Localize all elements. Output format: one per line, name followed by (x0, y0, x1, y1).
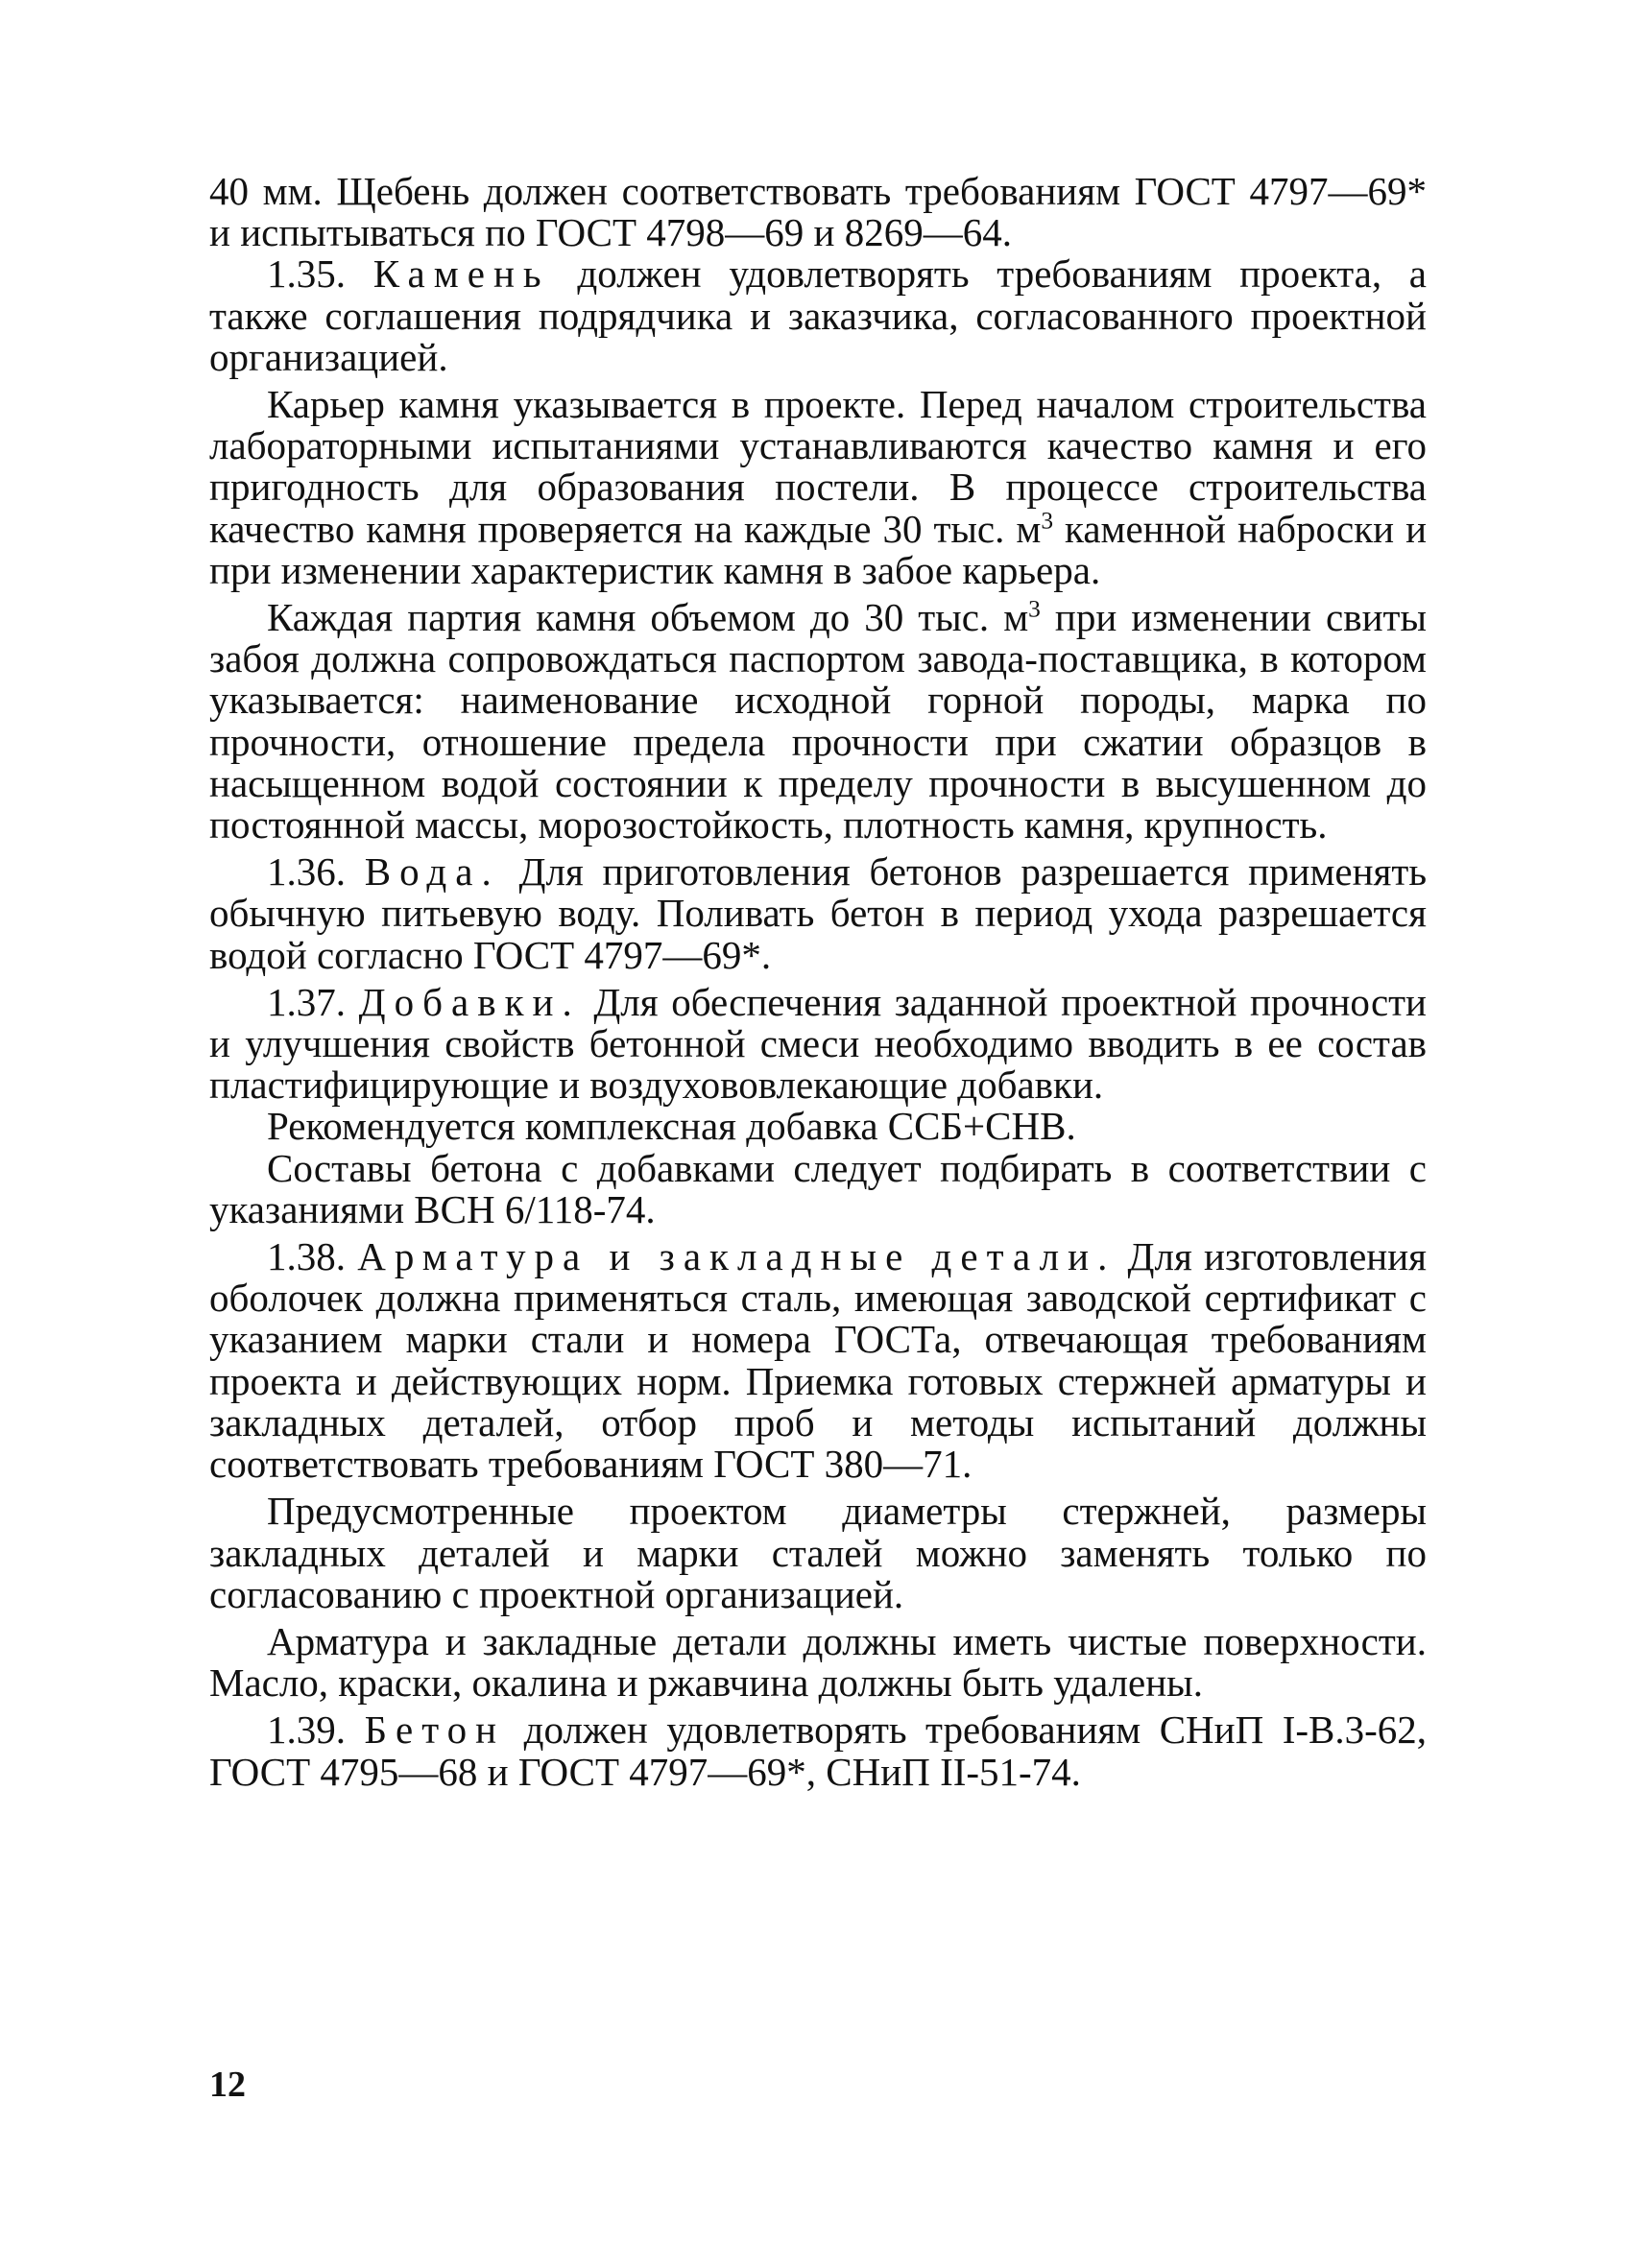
paragraph-text: Составы бетона с добавками следует подбирать в соответствии с указаниями ВСН 6/118-74. (209, 1145, 1427, 1231)
section-number: 1.38. (267, 1234, 346, 1279)
section-number: 1.37. (267, 979, 346, 1024)
section-term: Камень (372, 251, 550, 297)
paragraph-1-36-water (209, 851, 1427, 976)
paragraph-stone-batch (209, 597, 1427, 846)
paragraph-text: Для приготовления бетонов разрешается применять обычную питьевую воду. Поливать бетон в период ухода разрешается водой согласно ГОСТ 4797—69*. (209, 849, 1428, 977)
paragraph-text: должен удовлетворять требованиям СНиП I-В.3-62, ГОСТ 4795—68 и ГОСТ 4797—69*, СНиП II-51-74. (209, 1707, 1427, 1794)
paragraph-text: каменной наброски и при изменении характеристик камня в забое карьера. (209, 506, 1428, 592)
superscript: 3 (1041, 506, 1054, 534)
paragraph-text: Карьер камня указывается в проекте. Перед началом строительства лабораторными испытаниями устанавливаются качество камня и его пригодность для образования постели. (209, 382, 1427, 510)
section-term: Добавки. (358, 979, 581, 1024)
section-term: Бетон (364, 1707, 506, 1753)
paragraph-quarry (209, 384, 1427, 591)
paragraph-bar-diameters (209, 1491, 1427, 1615)
paragraph-1-37-additives (209, 979, 1428, 1108)
superscript: 3 (1028, 595, 1041, 623)
paragraph-text: должен удовлетворять требованиям проекта, а также соглашения подрядчика и заказчика, согласованного проектной организацией. (209, 251, 1427, 379)
section-term: Арматура и закладные детали. (357, 1234, 1117, 1279)
page-number: 12 (209, 2065, 246, 2105)
paragraph-1-35-stone (209, 253, 1427, 378)
paragraph-recommended-additive (209, 1106, 1427, 1147)
section-term: Вода. (364, 849, 500, 895)
section-number: 1.36. (267, 849, 346, 895)
section-number: 1.35. (267, 251, 346, 297)
paragraph-1-38-reinforcement (209, 1236, 1427, 1485)
document-body (209, 171, 1427, 1793)
paragraph-text: Рекомендуется комплексная добавка ССБ+СНВ. (267, 1104, 1076, 1149)
paragraph-text: В процессе строительства качество камня проверяется на каждые 30 тыс. м (209, 465, 1427, 551)
paragraph-text: Каждая партия камня объемом до 30 тыс. м (267, 595, 1029, 640)
paragraph-gravel-requirements (209, 171, 1427, 253)
paragraph-text: Для изготовления оболочек должна применяться сталь, имеющая заводской сертификат с указанием марки стали и номера ГОСТа, отвечающая требованиям проекта и действующих норм. Приемка готовых стержней арматуры и закладных деталей, отбор проб и методы испытаний должны соответствовать требованиям ГОСТ 380—71. (209, 1234, 1428, 1487)
paragraph-concrete-mixes (209, 1145, 1427, 1231)
paragraph-text: Для обеспечения заданной проектной прочности и улучшения свойств бетонной смеси необходимо вводить в ее состав пластифицирующие и воздухововлекающие добавки. (209, 979, 1428, 1108)
section-number: 1.39. (267, 1707, 346, 1753)
paragraph-text: Предусмотренные проектом диаметры стержней, размеры закладных деталей и марки сталей можно заменять только по согласованию с проектной организацией. (209, 1489, 1427, 1616)
paragraph-clean-surfaces (209, 1618, 1427, 1706)
paragraph-text: 40 мм. Щебень должен соответствовать требованиям ГОСТ 4797—69* и испытываться по ГОСТ 4798—69 и 8269—64. (209, 169, 1427, 255)
paragraph-text: при изменении свиты забоя должна сопровождаться паспортом завода-поставщика, в котором указывается: наименование исходной горной породы, марка по прочности, отношение предела прочности при сжатии образцов в насыщенном водой состоянии к пределу прочности в высушенном до постоянной массы, морозостойкость, плотность камня, крупность. (209, 595, 1427, 848)
paragraph-text: Арматура и закладные детали должны иметь чистые поверхности. Масло, краски, окалина и ржавчина должны быть удалены. (209, 1618, 1427, 1706)
paragraph-1-39-concrete (209, 1709, 1427, 1792)
